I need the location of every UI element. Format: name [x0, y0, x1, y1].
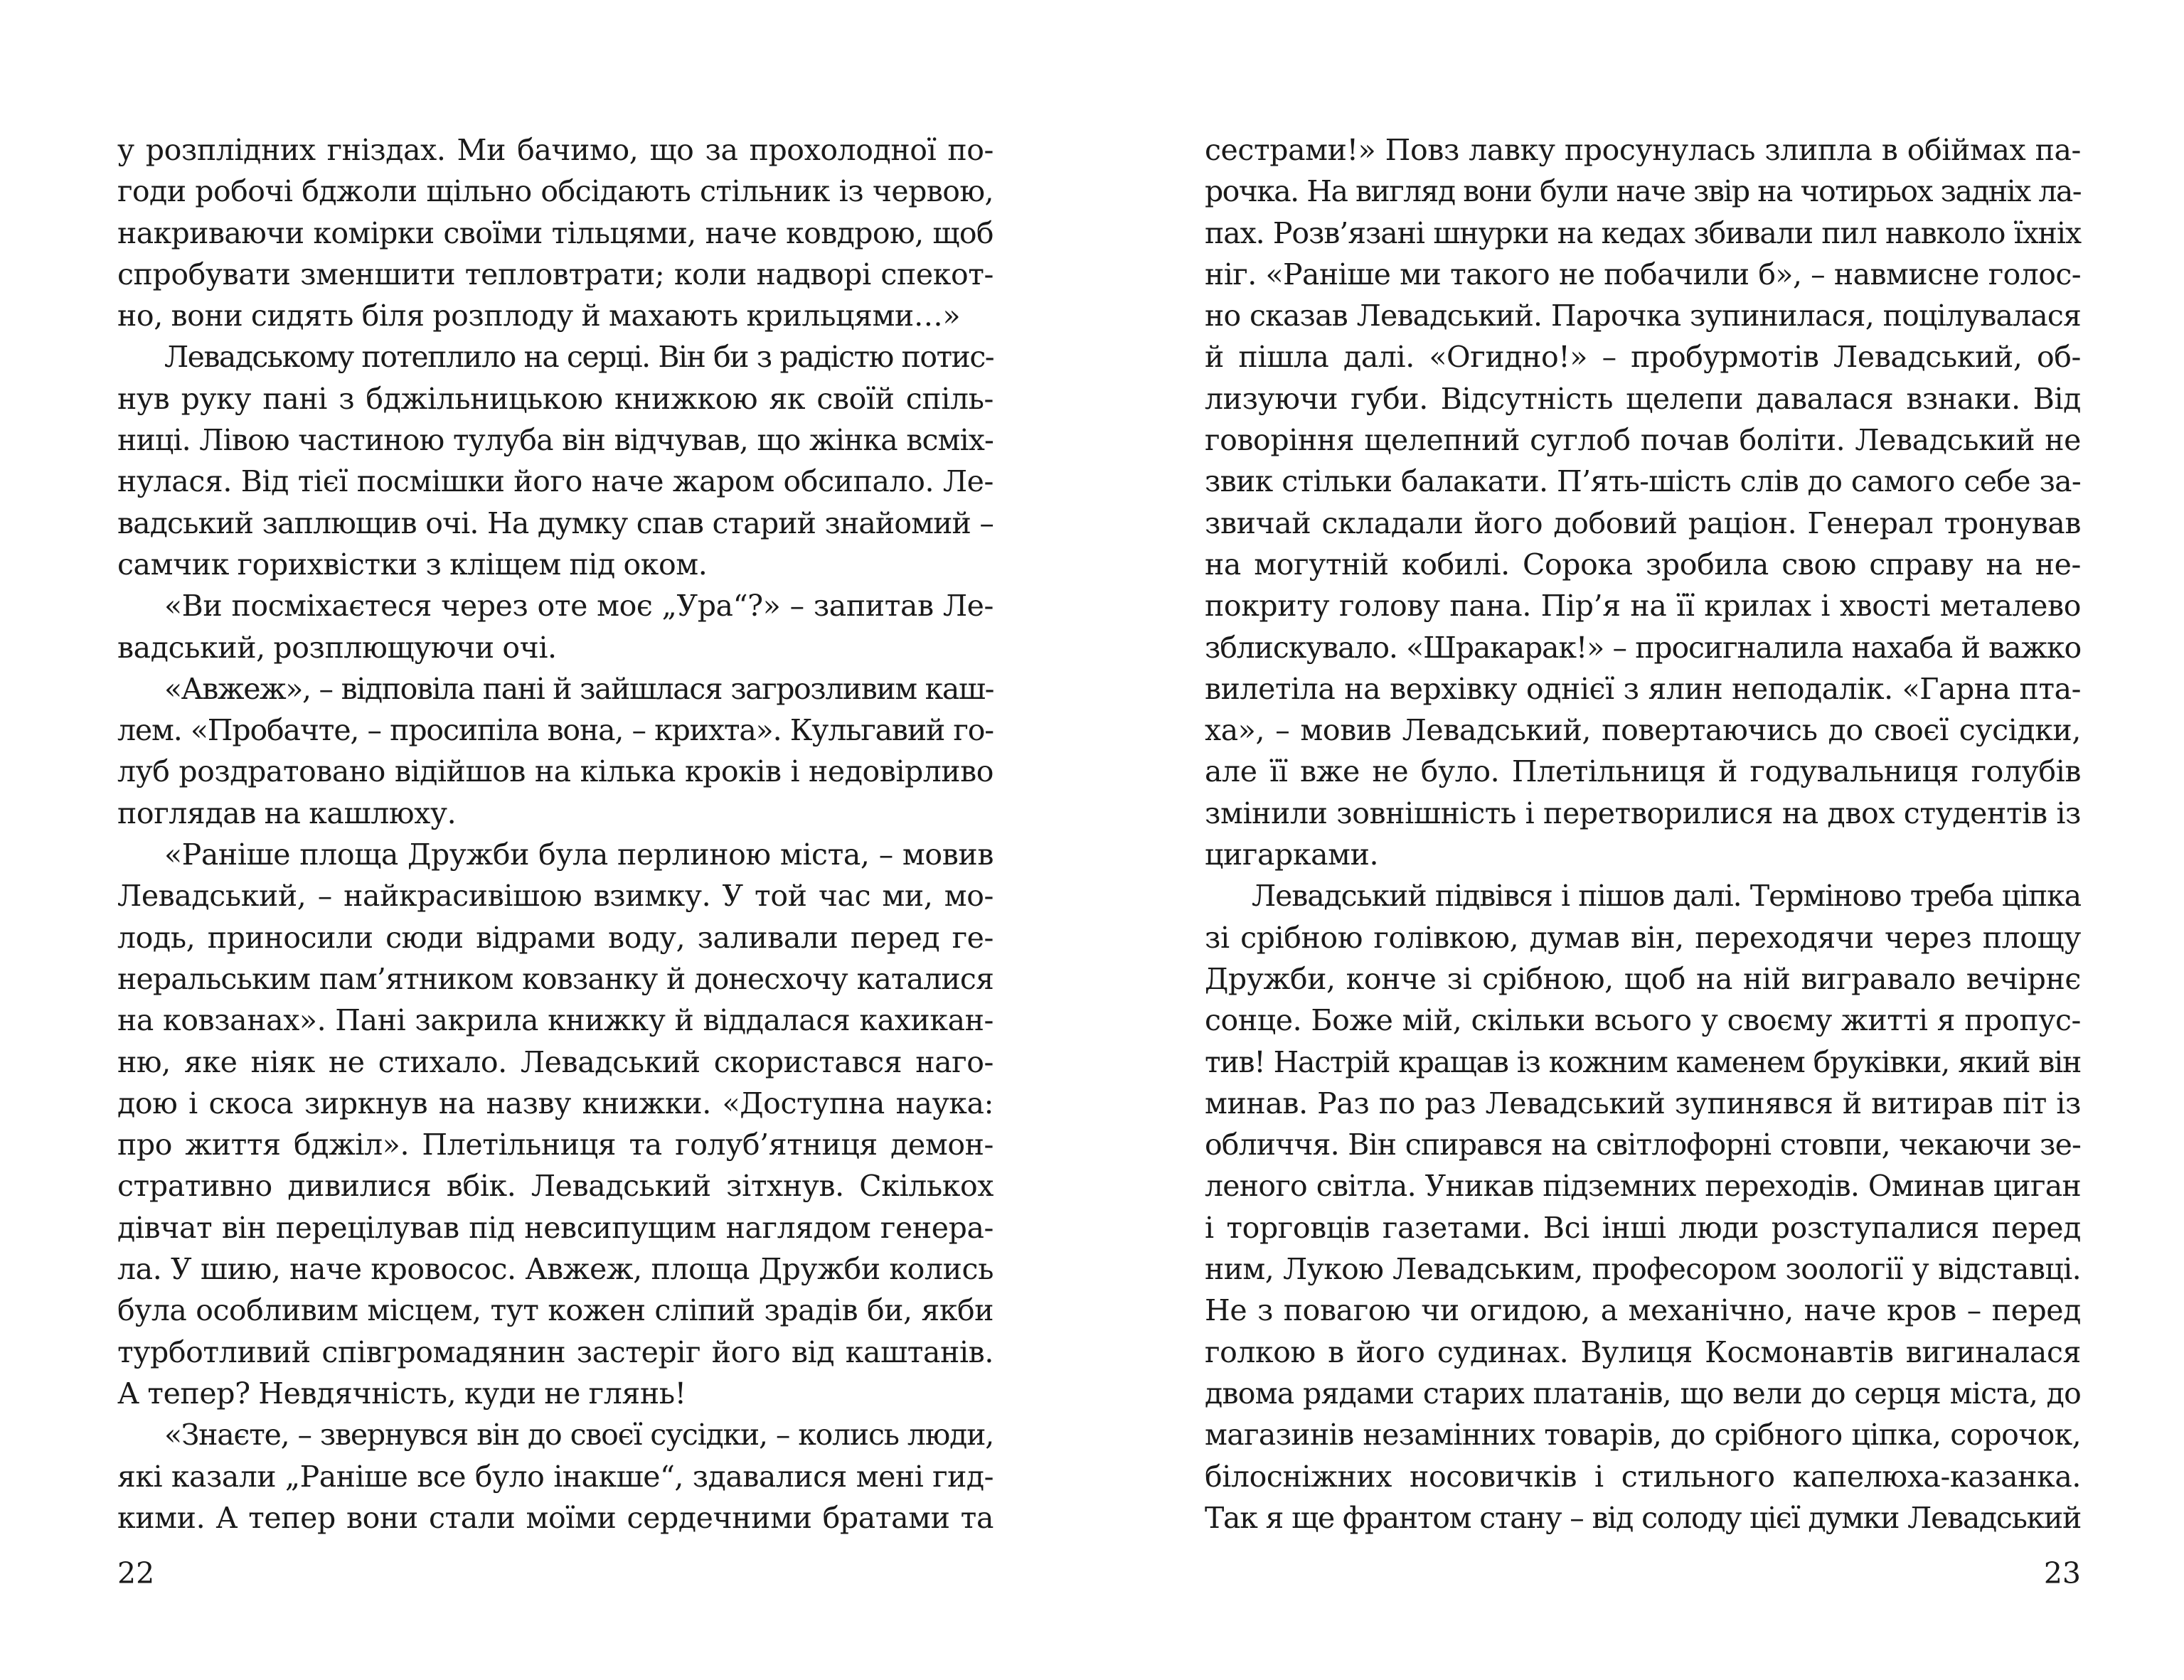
text-line: пах. Розв’язані шнурки на кедах збивали пил навколо їхніх	[1205, 215, 2081, 250]
text-line: змінили зовнішність і перетворилися на двох студентів із	[1205, 796, 2081, 830]
text-line: звик стільки балакати. П’ять-шість слів до самого себе за-	[1205, 464, 2081, 499]
text-line: сонце. Боже мій, скільки всього у своєму житті я пропус-	[1205, 1003, 2081, 1038]
text-line: двома рядами старих платанів, що вели до серця міста, до	[1205, 1376, 2081, 1411]
text-line: Не з повагою чи огидою, а механічно, наче кров – перед	[1205, 1293, 2081, 1328]
text-line: тив! Настрій кращав із кожним каменем бруківки, який він	[1205, 1044, 2081, 1079]
text-line: зблискувало. «Шракарак!» – просигналила нахаба й важко	[1205, 630, 2081, 665]
text-line: стративно дивилися вбік. Левадський зітхнув. Скількох	[117, 1169, 994, 1204]
text-line: вадський, розплющуючи очі.	[117, 630, 557, 665]
text-line: білосніжних носовичків і стильного капелюха-казанка.	[1205, 1459, 2081, 1494]
text-line: і торговців газетами. Всі інші люди розступалися перед	[1205, 1210, 2081, 1245]
text-line: на ковзанах». Пані закрила книжку й віддалася кахикан-	[117, 1003, 994, 1038]
text-line: на могутній кобилі. Сорока зробила свою справу на не-	[1205, 547, 2081, 582]
text-line: Левадський підвівся і пішов далі. Терміново треба ціпка	[1252, 879, 2081, 914]
text-line: луб роздратовано відійшов на кілька кроків і недовірливо	[117, 754, 994, 789]
text-line: обличчя. Він спирався на світлофорні стовпи, чекаючи зе-	[1205, 1128, 2081, 1162]
text-line: говоріння щелепний суглоб почав боліти. Левадський не	[1205, 423, 2081, 458]
text-line: «Авжеж», – відповіла пані й зайшлася загрозливим каш-	[164, 671, 994, 706]
text-line: но сказав Левадський. Парочка зупинилася, поцілувалася	[1205, 299, 2081, 333]
text-line: була особливим місцем, тут кожен сліпий зрадів би, якби	[117, 1293, 994, 1328]
text-line: цигарками.	[1205, 838, 1379, 872]
text-line: магазинів незамінних товарів, до срібного ціпка, сорочок,	[1205, 1418, 2081, 1452]
text-line: годи робочі бджоли щільно обсідають стільник із червою,	[117, 174, 994, 209]
text-line: Левадському потеплило на серці. Він би з радістю потис-	[164, 340, 994, 375]
text-line: минав. Раз по раз Левадський зупинявся й витирав піт із	[1205, 1086, 2081, 1120]
text-line: спробувати зменшити тепловтрати; коли надворі спекот-	[117, 257, 994, 291]
text-line: зі срібною голівкою, думав він, переходячи через площу	[1205, 920, 2081, 955]
text-line: вадський заплющив очі. На думку спав старий знайомий –	[117, 505, 994, 540]
text-line: ла. У шию, наче кровосос. Авжеж, площа Дружби колись	[117, 1252, 994, 1287]
text-line: кими. А тепер вони стали моїми сердечними братами та	[117, 1500, 994, 1535]
text-line: поглядав на кашлюху.	[117, 796, 457, 830]
text-line: «Ви посміхаєтеся через оте моє „Ура“?» – запитав Ле-	[164, 589, 994, 624]
left-page-number: 22	[117, 1556, 155, 1590]
text-line: нув руку пані з бджільницькою книжкою як своїй спіль-	[117, 381, 994, 416]
text-line: лем. «Пробачте, – просипіла вона, – крихта». Кульгавий го-	[117, 713, 994, 748]
text-line: звичай складали його добовий раціон. Генерал тронував	[1205, 505, 2081, 540]
text-line: й пішла далі. «Огидно!» – пробурмотів Левадський, об-	[1205, 340, 2081, 375]
text-line: но, вони сидять біля розплоду й махають крильцями…»	[117, 299, 961, 333]
text-line: лодь, приносили сюди відрами воду, заливали перед ге-	[117, 920, 994, 955]
text-line: Дружби, конче зі срібною, щоб на ній вигравало вечірнє	[1205, 961, 2081, 996]
text-line: покриту голову пана. Пір’я на її крилах і хвості металево	[1205, 589, 2081, 624]
text-line: Так я ще франтом стану – від солоду цієї думки Левадський	[1205, 1500, 2081, 1535]
text-line: ним, Лукою Левадським, професором зоології у відставці.	[1205, 1252, 2081, 1287]
text-line: ніг. «Раніше ми такого не побачили б», – навмисне голос-	[1205, 257, 2081, 291]
left-page-text	[117, 129, 994, 1539]
text-line: дівчат він перецілував під невсипущим наглядом генера-	[117, 1210, 994, 1245]
text-line: лизуючи губи. Відсутність щелепи давалася взнаки. Від	[1205, 381, 2081, 416]
text-line: самчик горихвістки з кліщем під оком.	[117, 547, 708, 582]
text-line: дою і скоса зиркнув на назву книжки. «Доступна наука:	[117, 1086, 994, 1120]
text-line: ха», – мовив Левадський, повертаючись до своєї сусідки,	[1205, 713, 2081, 748]
text-line: неральським пам’ятником ковзанку й донесхочу каталися	[117, 961, 994, 996]
text-line: які казали „Раніше все було інакше“, здавалися мені гид-	[117, 1459, 994, 1494]
text-line: Левадський, – найкрасивішою взимку. У той час ми, мо-	[117, 879, 994, 914]
right-page	[1092, 0, 2184, 1680]
text-line: ниці. Лівою частиною тулуба він відчував, що жінка всміх-	[117, 423, 994, 458]
text-line: але її вже не було. Плетільниця й годувальниця голубів	[1205, 754, 2081, 789]
text-line: сестрами!» Повз лавку просунулась злипла в обіймах па-	[1205, 133, 2081, 167]
text-line: рочка. На вигляд вони були наче звір на чотирьох задніх ла-	[1205, 174, 2081, 209]
text-line: «Знаєте, – звернувся він до своєї сусідки, – колись люди,	[164, 1418, 994, 1452]
text-line: вилетіла на верхівку однієї з ялин неподалік. «Гарна пта-	[1205, 671, 2081, 706]
text-line: про життя бджіл». Плетільниця та голуб’ятниця демон-	[117, 1128, 994, 1162]
right-page-number: 23	[2043, 1556, 2081, 1590]
text-line: леного світла. Уникав підземних переходів. Оминав циган	[1205, 1169, 2081, 1204]
text-line: «Раніше площа Дружби була перлиною міста, – мовив	[164, 838, 994, 872]
text-line: А тепер? Невдячність, куди не глянь!	[117, 1376, 686, 1411]
text-line: ню, яке ніяк не стихало. Левадський скористався наго-	[117, 1044, 994, 1079]
text-line: голкою в його судинах. Вулиця Космонавтів вигиналася	[1205, 1334, 2081, 1369]
text-line: нулася. Від тієї посмішки його наче жаром обсипало. Ле-	[117, 464, 994, 499]
right-page-text	[1205, 129, 2081, 1539]
text-line: турботливий співгромадянин застеріг його від каштанів.	[117, 1334, 994, 1369]
text-line: накриваючи комірки своїми тільцями, наче ковдрою, щоб	[117, 215, 994, 250]
text-line: у розплідних гніздах. Ми бачимо, що за прохолодної по-	[117, 133, 994, 167]
